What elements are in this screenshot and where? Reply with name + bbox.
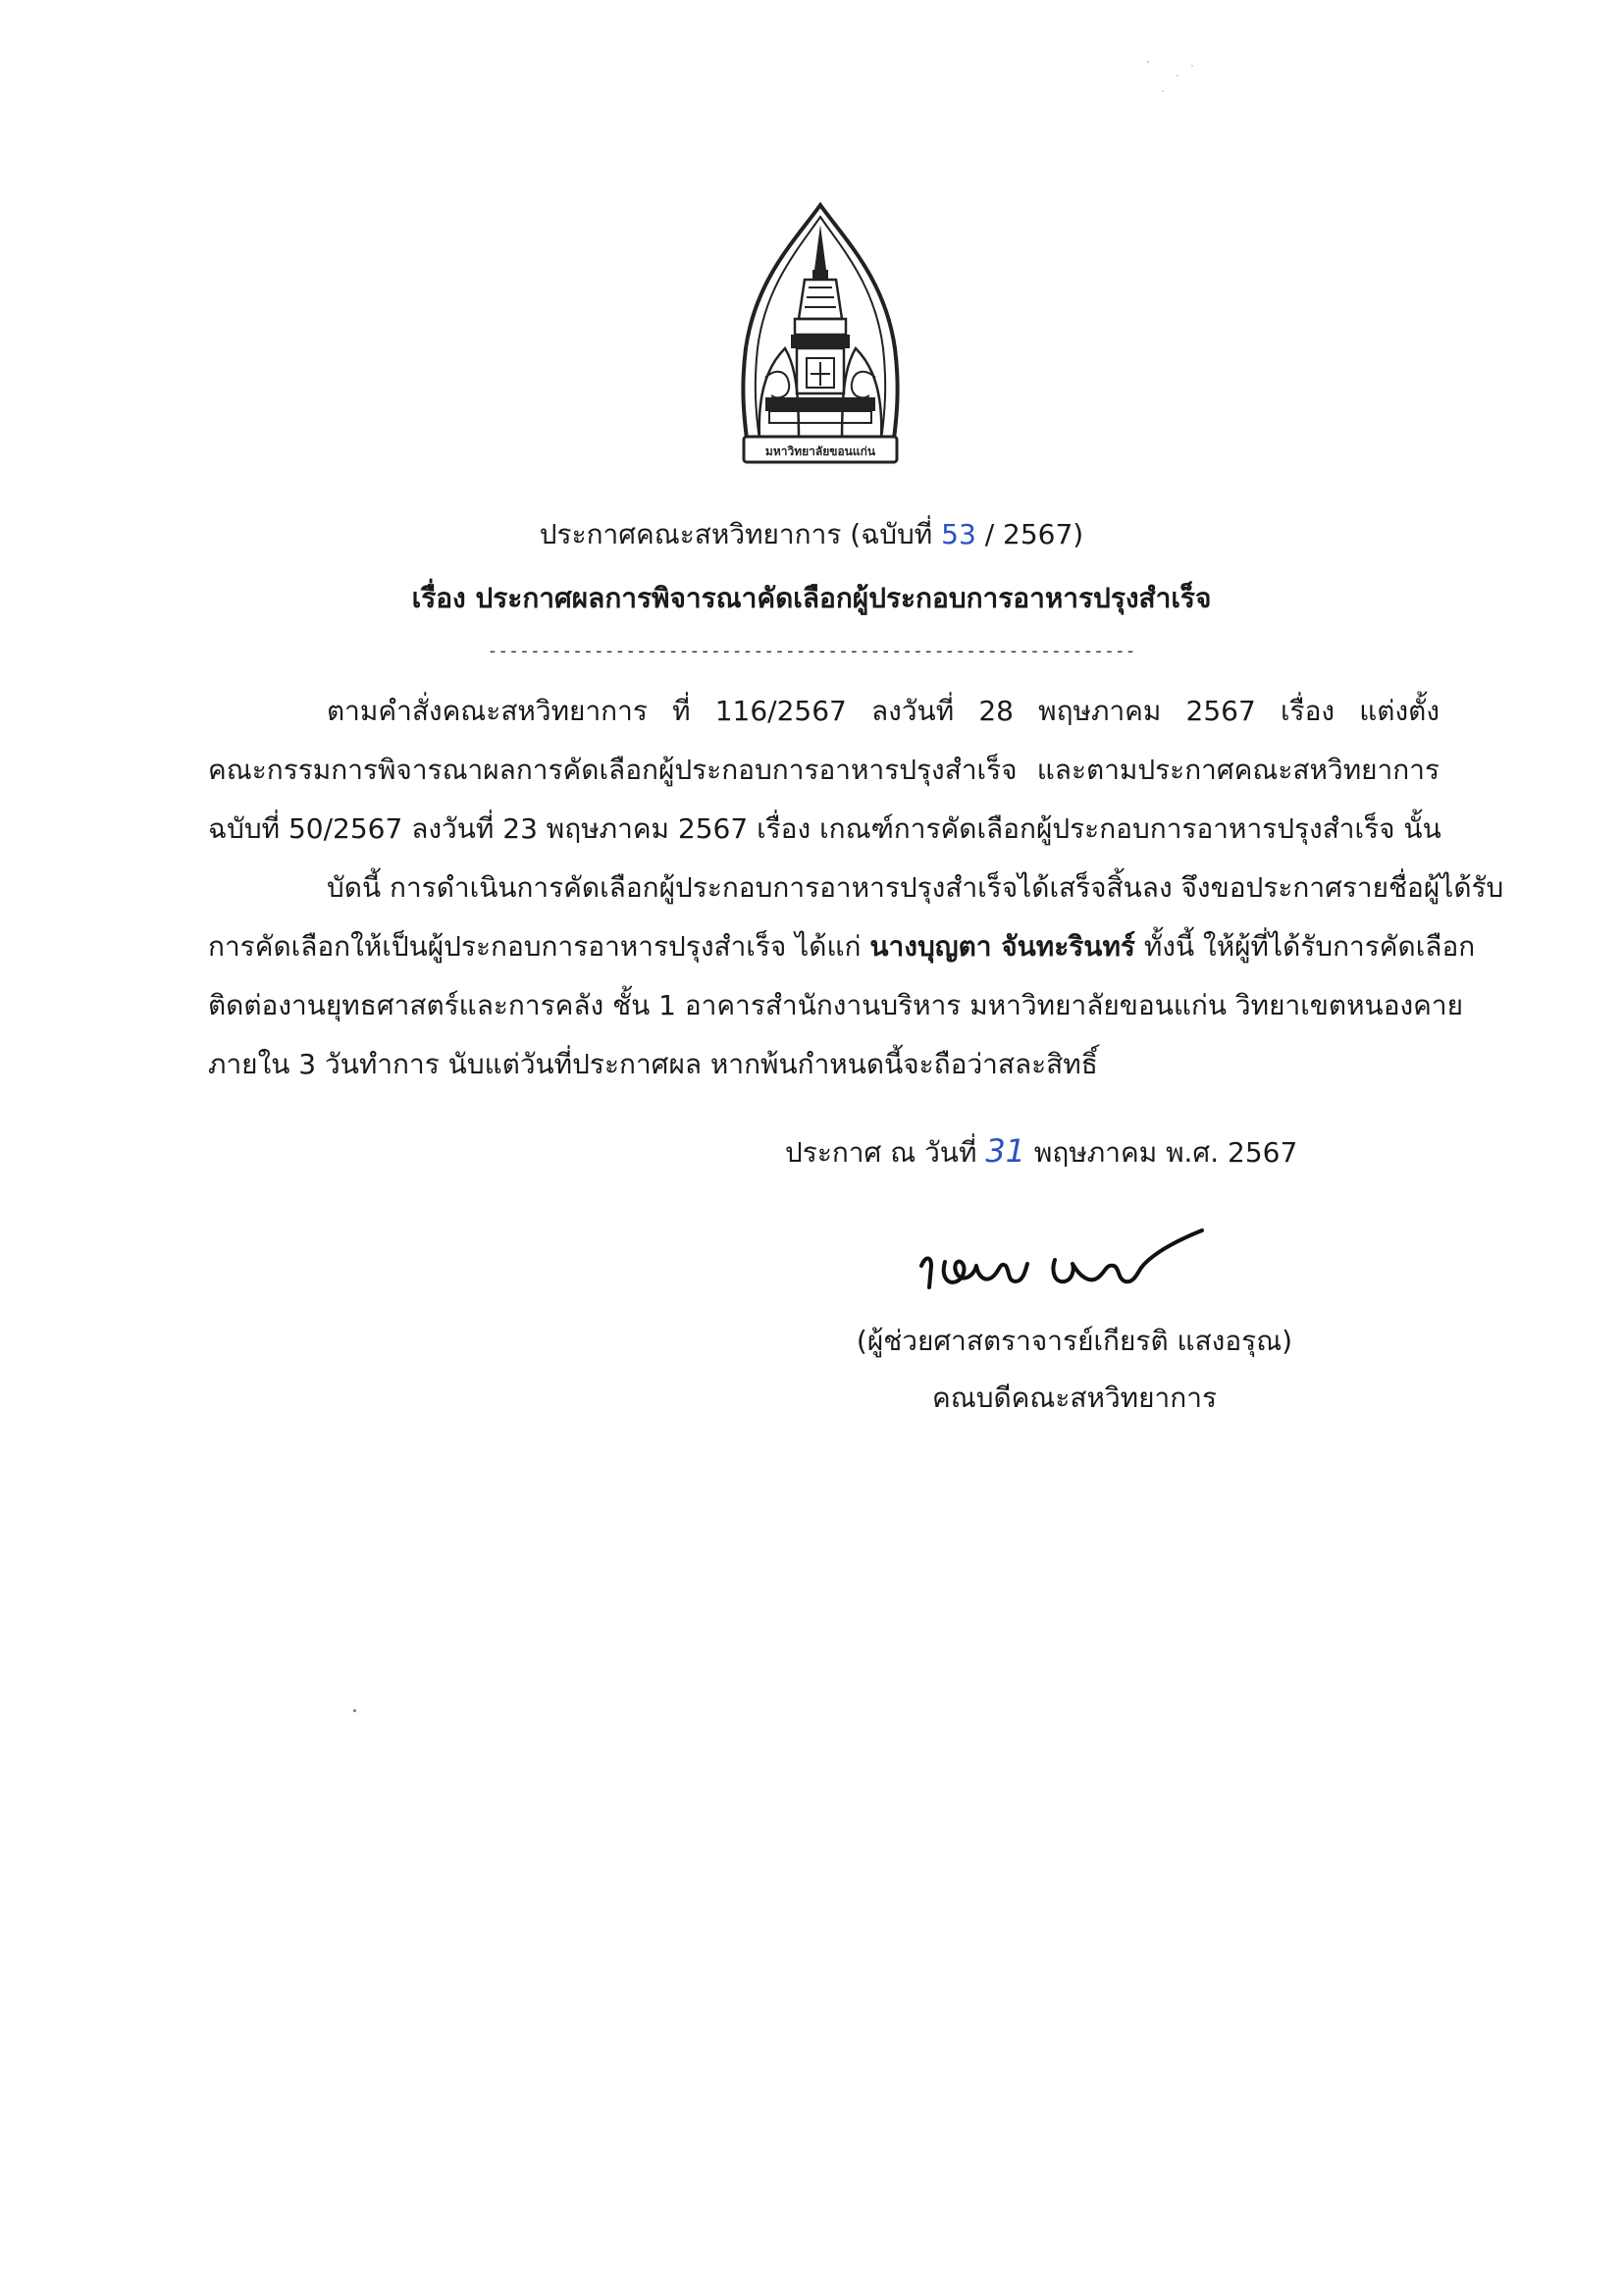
issue-number: 53	[941, 518, 976, 550]
paragraph2-line1: บัดนี้ การดำเนินการคัดเลือกผู้ประกอบการอาหารปรุงสำเร็จได้เสร็จสิ้นลง จึงขอประกาศรายชื่อผู้ได้รับ	[327, 871, 1504, 904]
paragraph1-line2: คณะกรรมการพิจารณาผลการคัดเลือกผู้ประกอบการอาหารปรุงสำเร็จ และตามประกาศคณะสหวิทยาการ	[208, 754, 1440, 786]
paragraph2-line3: ติดต่องานยุทธศาสตร์และการคลัง ชั้น 1 อาคารสำนักงานบริหาร มหาวิทยาลัยขอนแก่น วิทยาเขตหนองคาย	[208, 989, 1464, 1021]
scan-specks	[1138, 54, 1207, 103]
selected-vendor-name: นางบุญตา จันทะรินทร์	[869, 930, 1135, 963]
handwritten-signature-icon	[917, 1226, 1212, 1295]
scan-dot	[353, 1709, 356, 1712]
announcement-date	[785, 1131, 1297, 1174]
divider: -------------------------------------------------------------	[487, 641, 1136, 661]
date-suffix: พฤษภาคม พ.ศ. 2567	[1025, 1136, 1298, 1169]
logo-text: มหาวิทยาลัยขอนแก่น	[764, 444, 876, 458]
announcement-number-suffix: / 2567)	[975, 518, 1084, 550]
announcement-subject: เรื่อง ประกาศผลการพิจารณาคัดเลือกผู้ประกอบการอาหารปรุงสำเร็จ	[411, 582, 1212, 614]
paragraph2-line2	[208, 925, 1476, 968]
paragraph2-line2-after: ทั้งนี้ ให้ผู้ที่ได้รับการคัดเลือก	[1134, 930, 1476, 963]
paragraph2-line4: ภายใน 3 วันทำการ นับแต่วันที่ประกาศผล หากพ้นกำหนดนี้จะถือว่าสละสิทธิ์	[208, 1048, 1098, 1080]
date-day: 31	[985, 1132, 1026, 1170]
paragraph2-line2-before: การคัดเลือกให้เป็นผู้ประกอบการอาหารปรุงสำเร็จ ได้แก่	[208, 930, 870, 963]
announcement-number-prefix: ประกาศคณะสหวิทยาการ (ฉบับที่	[539, 518, 942, 550]
date-prefix: ประกาศ ณ วันที่	[785, 1136, 986, 1169]
paragraph1-line1: ตามคำสั่งคณะสหวิทยาการ ที่ 116/2567 ลงวันที่ 28 พฤษภาคม 2567 เรื่อง แต่งตั้ง	[327, 695, 1440, 727]
announcement-number	[0, 513, 1623, 556]
signatory-name: (ผู้ช่วยศาสตราจารย์เกียรติ แสงอรุณ)	[856, 1325, 1293, 1357]
khon-kaen-university-seal-icon	[736, 201, 905, 472]
signatory-title: คณบดีคณะสหวิทยาการ	[932, 1382, 1217, 1414]
paragraph1-line3: ฉบับที่ 50/2567 ลงวันที่ 23 พฤษภาคม 2567 เรื่อง เกณฑ์การคัดเลือกผู้ประกอบการอาหารปรุงสำเร็จ นั้น	[208, 812, 1441, 845]
